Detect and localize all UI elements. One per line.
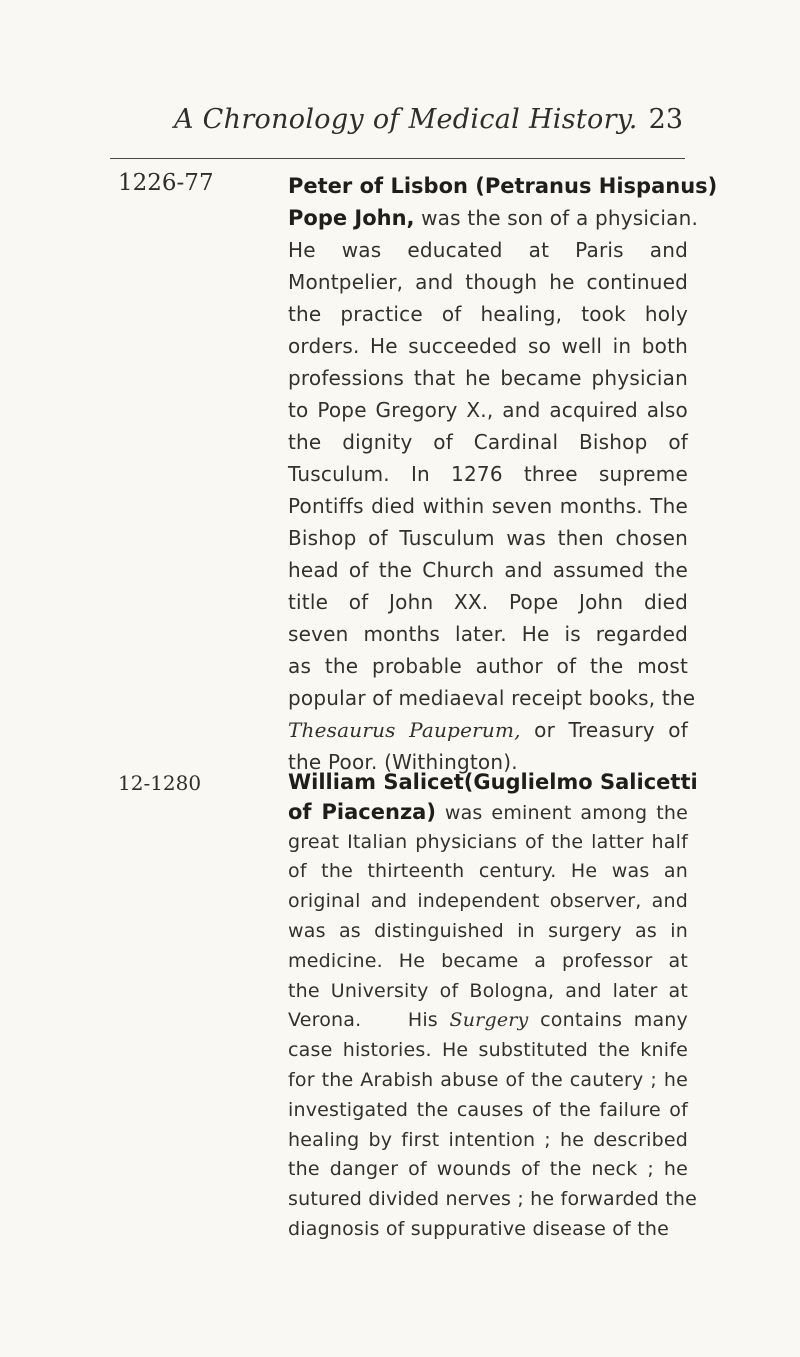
text-line: seven months later. He is regarded (288, 622, 688, 646)
header-rule (110, 158, 685, 159)
text-line: title of John XX. Pope John died (288, 590, 688, 614)
entry-body (288, 170, 718, 778)
entry-heading-cont: of Piacenza) (288, 799, 436, 824)
page-number: 23 (648, 104, 683, 135)
text-line: great Italian physicians of the latter half (288, 830, 688, 853)
text-line: He was educated at Paris and (288, 238, 688, 262)
running-head (110, 104, 685, 148)
entry-heading: William Salicet(Guglielmo Salicetti (288, 770, 698, 794)
book-title: Thesaurus Pauperum, (288, 718, 521, 742)
entry-heading-line (288, 768, 698, 798)
entry-heading-cont: Pope John, (288, 206, 415, 230)
text-line: the danger of wounds of the neck ; he (288, 1158, 688, 1181)
text-line: Verona. His Surgery contains many (288, 1009, 688, 1032)
entry-heading-line (288, 170, 718, 202)
book-title: Surgery (449, 1009, 529, 1032)
text-line: medicine. He became a professor at (288, 949, 688, 972)
entry-body (288, 768, 698, 1245)
text-line: investigated the causes of the failure of (288, 1098, 688, 1121)
text-line: of the thirteenth century. He was an (288, 860, 688, 883)
text-line: Thesaurus Pauperum, or Treasury of (288, 718, 688, 742)
entry-date: 12-1280 (118, 771, 202, 795)
text-line: popular of mediaeval receipt books, the (288, 686, 696, 710)
text-line: professions that he became physician (288, 366, 688, 390)
text-line: original and independent observer, and (288, 890, 688, 913)
text-line: to Pope Gregory X., and acquired also (288, 398, 688, 422)
running-title: A Chronology of Medical History. (174, 104, 638, 135)
text-line: sutured divided nerves ; he forwarded the (288, 1188, 697, 1211)
text-line: Tusculum. In 1276 three supreme (288, 462, 688, 486)
text-line: head of the Church and assumed the (288, 558, 688, 582)
entry-date: 1226-77 (118, 170, 214, 196)
text-line: Pontiffs died within seven months. The (288, 494, 688, 518)
text-line: was as distinguished in surgery as in (288, 919, 688, 942)
text-line: the University of Bologna, and later at (288, 979, 688, 1002)
text-line: for the Arabish abuse of the cautery ; he (288, 1068, 688, 1091)
text-line: the Poor. (Withington). (288, 750, 518, 774)
text-line: orders. He succeeded so well in both (288, 334, 688, 358)
text-line: Bishop of Tusculum was then chosen (288, 526, 688, 550)
text-line: case histories. He substituted the knife (288, 1039, 688, 1062)
text-line: diagnosis of suppurative disease of the (288, 1217, 669, 1240)
text-line: Montpelier, and though he continued (288, 270, 688, 294)
text-line: the dignity of Cardinal Bishop of (288, 430, 688, 454)
text-line: of Piacenza) was eminent among the (288, 799, 688, 824)
text-line: the practice of healing, took holy (288, 302, 688, 326)
entry-heading: Peter of Lisbon (Petranus Hispanus) (288, 174, 718, 198)
text-line: as the probable author of the most (288, 654, 688, 678)
text-line: healing by first intention ; he described (288, 1128, 688, 1151)
text-line: Pope John, was the son of a physician. (288, 206, 699, 230)
